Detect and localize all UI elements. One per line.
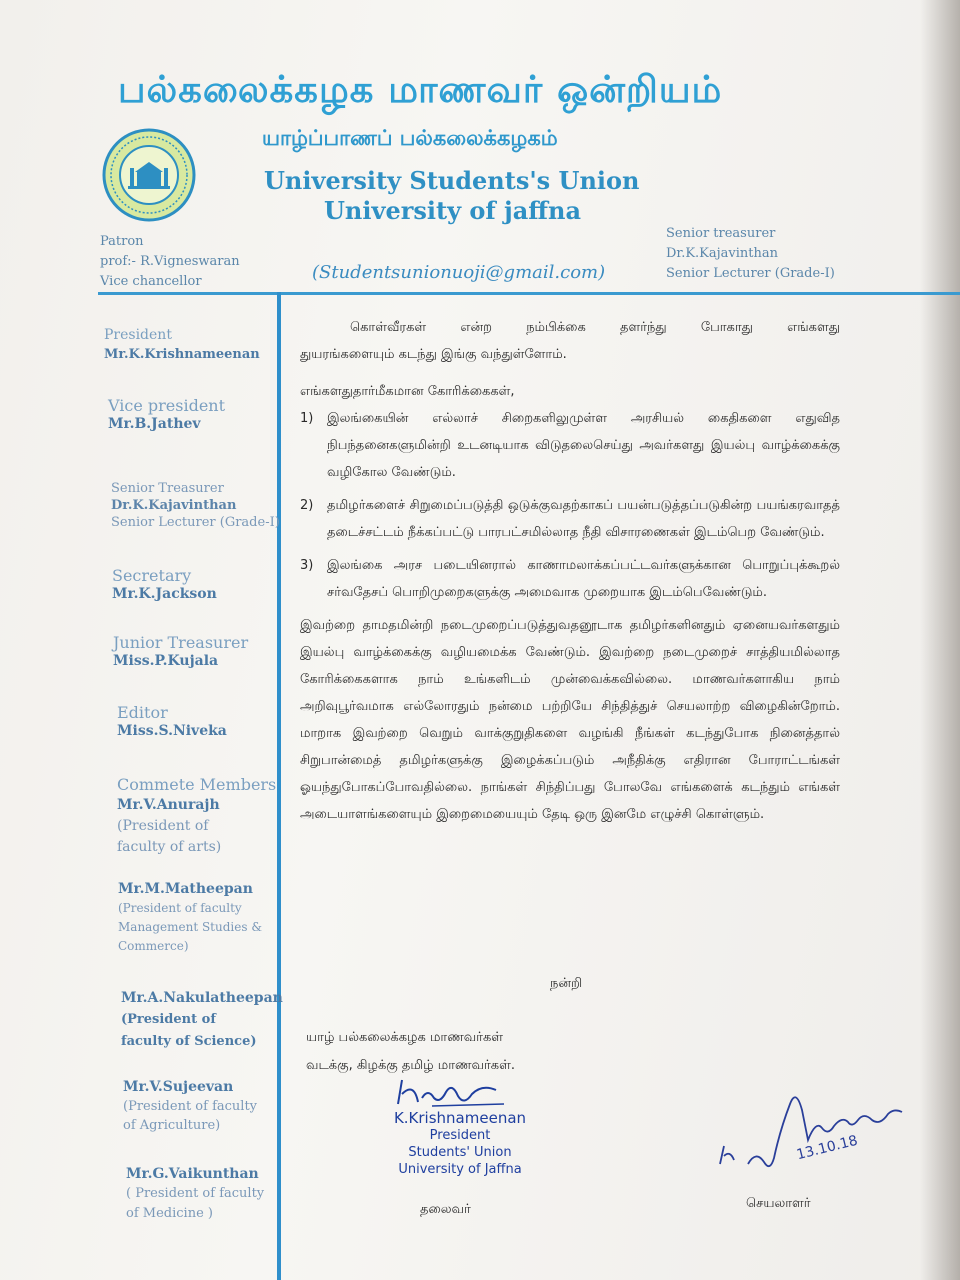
- sidebar-committee-3: [121, 987, 283, 1053]
- from-line-1: யாழ் பல்கலைக்கழக மாணவர்கள்: [306, 1030, 504, 1045]
- demand-text: இலங்கையின் எல்லாச் சிறைகளிலுமுள்ள அரசியல் கைதிகளை எதுவித நிபந்தனைகளுமின்றி உடனடியாக விடுதலைசெய்து அவர்களது இயல்பு வாழ்க்கைக்கு வழிகோல வேண்டும்.: [327, 411, 840, 480]
- sidebar-rule: [277, 292, 281, 1280]
- demands-heading: எங்களதுதார்மீகமான கோரிக்கைகள்,: [300, 384, 515, 399]
- sidebar-committee-5: [126, 1164, 264, 1224]
- member-name: Miss.S.Niveka: [117, 723, 227, 739]
- demand-item: [300, 552, 840, 606]
- university-name-tamil: யாழ்ப்பாணப் பல்கலைக்கழகம்: [262, 126, 558, 150]
- patron-label: Patron: [100, 234, 144, 249]
- member-name: Dr.K.Kajavinthan: [111, 498, 237, 513]
- demand-text: இலங்கை அரச படையினரால் காணாமலாக்கப்பட்டவர்களுக்கான பொறுப்புக்கூறல் சர்வதேசப் பொறிமுறைகளுக்கு அமைவாக முறையாக இடம்பெவேண்டும்.: [327, 558, 840, 600]
- role-label: Senior Treasurer: [111, 481, 224, 496]
- university-name-english: University of jaffna: [324, 196, 581, 225]
- sidebar-vice-president: [108, 396, 225, 434]
- header-rule: [98, 292, 960, 295]
- sidebar-committee-4: [123, 1078, 257, 1135]
- treasurer-label: Senior treasurer: [666, 226, 776, 241]
- demand-number: 3): [300, 558, 314, 573]
- sidebar-committee-2: [118, 880, 262, 956]
- member-name: Mr.A.Nakulatheepan: [121, 990, 283, 1006]
- member-role-line: faculty of Science): [121, 1034, 257, 1049]
- signature-date: 13.10.18: [794, 1132, 860, 1164]
- signatory-org: Students' Union: [408, 1145, 512, 1160]
- university-seal-logo: [102, 128, 196, 222]
- member-name: Mr.V.Sujeevan: [123, 1079, 234, 1095]
- patron-block: [100, 232, 240, 292]
- sidebar-editor: [117, 703, 227, 741]
- intro-line-2: துயரங்களையும் கடந்து இங்கு வந்துள்ளோம்.: [300, 347, 567, 362]
- member-name: Mr.V.Anurajh: [117, 797, 220, 813]
- role-label: President: [104, 327, 172, 343]
- member-role-line: (President of: [121, 1012, 216, 1027]
- role-label: Commete Members: [117, 775, 277, 794]
- union-title-tamil: பல்கலைக்கழக மாணவர் ஒன்றியம்: [118, 68, 723, 111]
- page-shadow: [920, 0, 960, 1280]
- treasurer-block: [666, 224, 835, 284]
- sidebar-junior-treasurer: [113, 633, 248, 671]
- role-label: Secretary: [112, 566, 192, 585]
- thanks-text: நன்றி: [550, 976, 583, 991]
- demand-text: தமிழர்களைச் சிறுமைப்படுத்தி ஒடுக்குவதற்காகப் பயன்படுத்தப்படுகின்ற பயங்கரவாதத் தடைச்சட்டம் நீக்கப்பட்டு பாரபட்சமில்லாத நீதி விசாரணைகள் இடம்பெற வேண்டும்.: [327, 498, 840, 540]
- member-role-line: (President of: [117, 818, 209, 834]
- president-signature-block: [370, 1110, 550, 1178]
- member-name: Mr.K.Krishnameenan: [104, 347, 260, 362]
- member-name: Mr.B.Jathev: [108, 416, 201, 432]
- union-title-english: University Students's Union: [264, 166, 640, 195]
- president-label-tamil: தலைவர்: [420, 1202, 471, 1217]
- secretary-label-tamil: செயலாளர்: [746, 1196, 811, 1211]
- sidebar-secretary: [112, 566, 217, 604]
- patron-title: Vice chancellor: [100, 274, 202, 289]
- member-name: Miss.P.Kujala: [113, 653, 219, 669]
- member-name: Mr.M.Matheepan: [118, 881, 253, 897]
- union-email: (Studentsunionuoji@gmail.com): [312, 262, 606, 283]
- patron-name: prof:- R.Vigneswaran: [100, 254, 240, 269]
- member-name: Mr.K.Jackson: [112, 586, 217, 602]
- member-role-line: Management Studies &: [118, 920, 262, 934]
- role-label: Junior Treasurer: [113, 633, 249, 652]
- sidebar-committee-1: [117, 774, 276, 858]
- member-name: Mr.G.Vaikunthan: [126, 1166, 259, 1182]
- demand-item: [300, 492, 840, 546]
- member-role-line: of Agriculture): [123, 1118, 221, 1133]
- demand-number: 2): [300, 498, 314, 513]
- member-role-line: of Medicine ): [126, 1206, 213, 1221]
- member-role-line: faculty of arts): [117, 839, 222, 855]
- member-role-line: (President of faculty: [123, 1099, 258, 1114]
- member-role-line: Commerce): [118, 939, 189, 953]
- member-role-line: (President of faculty: [118, 901, 242, 915]
- demand-number: 1): [300, 411, 314, 426]
- member-title: Senior Lecturer (Grade-I): [111, 515, 280, 530]
- signatory-name: K.Krishnameenan: [393, 1109, 527, 1127]
- role-label: Vice president: [108, 396, 226, 415]
- demand-item: [300, 405, 840, 486]
- from-line-2: வடக்கு, கிழக்கு தமிழ் மாணவர்கள்.: [306, 1058, 515, 1073]
- president-signature: [392, 1074, 512, 1114]
- sidebar-president: [104, 326, 260, 364]
- letter-body: [300, 314, 840, 828]
- member-role-line: ( President of faculty: [126, 1186, 265, 1201]
- treasurer-title: Senior Lecturer (Grade-I): [666, 266, 835, 281]
- sidebar-senior-treasurer: [111, 480, 280, 531]
- role-label: Editor: [117, 703, 168, 722]
- closing-paragraph: இவற்றை தாமதமின்றி நடைமுறைப்படுத்துவதனூடாக தமிழர்களினதும் ஏனையவர்களதும் இயல்பு வாழ்க்கைக்கு வழியமைக்க வேண்டும். இவற்றை நடைமுறைச் சாத்தியமில்லாத கோரிக்கைகளாக நாம் உங்களிடம் முன்வைக்கவில்லை. மாணவர்களாகிய நாம் அறிவுபூர்வமாக எல்லோரதும் நன்மை பற்றியே சிந்தித்துச் செயலாற்ற விழைகின்றோம். மாறாக இவற்றை வெறும் வாக்குறுதிகளை வழங்கி நீங்கள் கடந்துபோக நினைத்தால் சிறுபான்மைத் தமிழர்களுக்கு இழைக்கப்படும் அநீதிக்கு எதிரான போராட்டங்கள் ஓயந்துபோகப்போவதில்லை. நாங்கள் சிந்திப்பது போலவே எங்களைக் கடந்தும் எங்கள் அடையாளங்களையும் இறைமையையும் தேடி ஒரு இனமே எழுச்சி கொள்ளும்.: [300, 618, 840, 822]
- intro-line-1: கொள்வீரகள் என்ற நம்பிக்கை தளர்ந்து போகாது எங்களது: [350, 320, 840, 335]
- signatory-university: University of Jaffna: [398, 1162, 522, 1177]
- treasurer-name: Dr.K.Kajavinthan: [666, 246, 779, 261]
- signatory-role: President: [429, 1128, 491, 1143]
